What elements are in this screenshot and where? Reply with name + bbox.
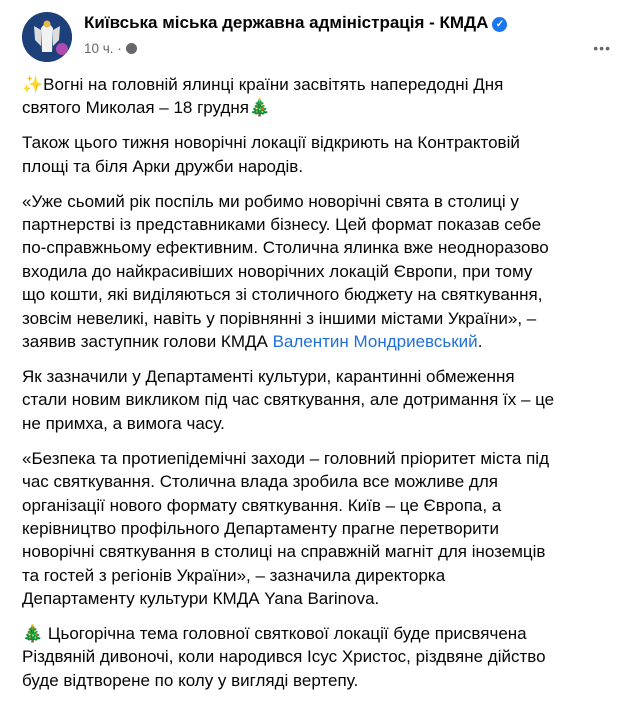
paragraph-4: Як зазначили у Департаменті культури, карантинні обмеження стали новим викликом під час святкування, але дотримання їх – це не примха, а вимога часу.	[22, 366, 555, 433]
paragraph-6: 🎄 Цьогорічна тема головної святкової локації буде присвячена Різдвяній дивоночі, коли народився Ісус Христос, різдвяне дійство буде відтворене по колу у вигляді вертепу.	[22, 624, 546, 690]
mention-link[interactable]: Валентин Мондриевський	[272, 332, 478, 352]
post-body	[22, 73, 618, 704]
separator: ·	[117, 41, 122, 56]
paragraph-3-end: .	[477, 332, 483, 352]
paragraph-3-text: «Уже сьомий рік поспіль ми робимо новорічні свята в столиці у партнерстві із представниками бізнесу. Цей формат показав себе по-справжньому ефективним. Столична ялинка вже неодноразово входила до найкрасивіших новорічних локацій Європи, при тому що кошти, які виділяються зі столичного бюджету на святкування, зовсім невеликі, навіть у порівнянні з іншими містами України», – заявив заступник голови КМДА	[22, 191, 549, 352]
page-name[interactable]: Київська міська державна адміністрація - КМДА	[84, 13, 489, 32]
paragraph-1: ✨Вогні на головній ялинці країни засвітять напередодні Дня святого Миколая – 18 грудня🎄	[22, 75, 504, 118]
paragraph-5: «Безпека та протиепідемічні заходи – головний пріоритет міста під час святкування. Столична влада зробила все можливе для організації нового формату святкування. Київ – це Європа, а керівництво профільного Департаменту прагне перетворити новорічні святкування в столиці на справжній магніт для іноземців та гостей з регіонів України», – зазначила директорка Департаменту культури КМДА Yana Barinova.	[22, 448, 549, 609]
globe-icon	[126, 43, 137, 54]
paragraph-2: Також цього тижня новорічні локації відкриють на Контрактовій площі та біля Арки дружби народів.	[22, 133, 520, 176]
paragraph-3	[22, 190, 618, 354]
more-options-button[interactable]: •••	[593, 40, 611, 56]
post-time[interactable]: 10 ч.	[84, 41, 114, 56]
page-name-link[interactable]	[84, 13, 507, 33]
verified-badge-icon: ✓	[492, 17, 507, 32]
post-meta	[84, 41, 137, 56]
page-avatar[interactable]	[22, 12, 72, 62]
kyiv-emblem-icon	[22, 12, 72, 62]
